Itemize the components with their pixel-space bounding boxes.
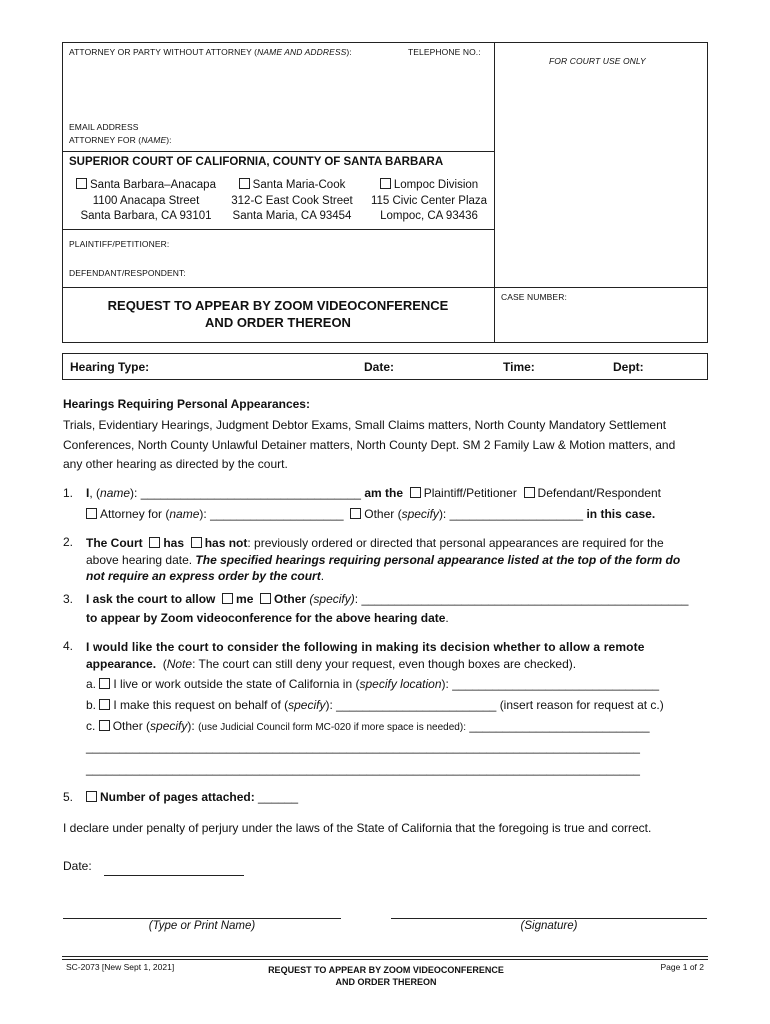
- court-has-checkbox[interactable]: [149, 537, 160, 548]
- item-1-number: 1.: [63, 486, 74, 500]
- header-top-rule: [62, 42, 708, 43]
- telephone-label: TELEPHONE NO.:: [408, 47, 481, 57]
- location-street: 1100 Anacapa Street: [92, 194, 200, 207]
- defendant-checkbox[interactable]: [524, 487, 535, 498]
- form-id: SC-2073 [New Sept 1, 2021]: [66, 962, 175, 972]
- item-4-intro: I would like the court to consider the following in making its decision whether to allow a remote appearance. (Note: The court can still deny your request, even though boxes are checked).: [86, 640, 645, 671]
- item-1-line1: I, (name): _________________________________ am the Plaintiff/Petitioner Defendant/Respondent: [86, 486, 661, 500]
- plaintiff-label: PLAINTIFF/PETITIONER:: [69, 239, 170, 249]
- footer-title: REQUEST TO APPEAR BY ZOOM VIDEOCONFERENCE AND ORDER THEREON: [268, 965, 504, 987]
- item-3-line2: to appear by Zoom videoconference for the above hearing date.: [86, 611, 449, 625]
- on-behalf-blank[interactable]: ________________________: [336, 698, 497, 712]
- other-reason-checkbox[interactable]: [99, 720, 110, 731]
- print-name-label: (Type or Print Name): [148, 920, 256, 932]
- declaration-text: I declare under penalty of perjury under the laws of the State of California that the foregoing is true and correct.: [63, 821, 652, 835]
- other-party-blank[interactable]: ____________________: [449, 507, 584, 521]
- case-number-label: CASE NUMBER:: [501, 292, 567, 302]
- footer-rule-1: [62, 956, 708, 957]
- court-title: SUPERIOR COURT OF CALIFORNIA, COUNTY OF SANTA BARBARA: [69, 156, 444, 168]
- attorney-for-label: ATTORNEY FOR (NAME):: [69, 135, 172, 145]
- date-line[interactable]: [104, 875, 244, 876]
- defendant-label: DEFENDANT/RESPONDENT:: [69, 268, 186, 278]
- header-bottom-rule: [62, 342, 708, 343]
- allow-other-blank[interactable]: _________________________________________________: [361, 592, 689, 606]
- item-4a: a. I live or work outside the state of California in (specify location): _______________________________: [86, 677, 660, 691]
- item-3-line1: I ask the court to allow me Other (specify): _________________________________________________: [86, 592, 689, 606]
- lompoc-checkbox[interactable]: [380, 178, 391, 189]
- rule-parties: [62, 229, 494, 230]
- other-reason-blank[interactable]: ___________________________: [469, 719, 650, 733]
- signature-label: (Signature): [520, 920, 578, 932]
- header-right-rule: [707, 42, 708, 343]
- item-2-text: The Court has has not: previously ordered or directed that personal appearances are required for the above hearing date. The specified hearings requiring personal appearance listed at the top of the form do not require an express order by the court.: [86, 536, 681, 583]
- other-party-checkbox[interactable]: [350, 508, 361, 519]
- location-name: Santa Maria-Cook: [252, 179, 346, 191]
- allow-other-checkbox[interactable]: [260, 593, 271, 604]
- outside-california-checkbox[interactable]: [99, 678, 110, 689]
- santa-maria-checkbox[interactable]: [239, 178, 250, 189]
- item-1-line2: Attorney for (name): ____________________ Other (specify): ____________________ in this case.: [86, 507, 655, 521]
- item-4-number: 4.: [63, 639, 74, 653]
- email-label: EMAIL ADDRESS: [69, 122, 139, 132]
- attorney-for-checkbox[interactable]: [86, 508, 97, 519]
- pages-attached-blank[interactable]: ______: [258, 790, 299, 804]
- location-name: Santa Barbara–Anacapa: [90, 179, 216, 191]
- location-street: 115 Civic Center Plaza: [370, 194, 488, 207]
- item-4c: c. Other (specify): (use Judicial Council form MC-020 if more space is needed): ___________________________: [86, 719, 650, 733]
- on-behalf-checkbox[interactable]: [99, 699, 110, 710]
- name-blank[interactable]: _________________________________: [140, 486, 361, 500]
- plaintiff-checkbox[interactable]: [410, 487, 421, 498]
- pages-attached-checkbox[interactable]: [86, 791, 97, 802]
- attorney-label: ATTORNEY OR PARTY WITHOUT ATTORNEY (NAME AND ADDRESS):: [69, 47, 352, 57]
- hearing-time-label: Time:: [503, 360, 535, 374]
- print-name-line[interactable]: [63, 918, 341, 919]
- court-has-not-checkbox[interactable]: [191, 537, 202, 548]
- rule-court: [62, 151, 494, 152]
- reason-line-2[interactable]: ___________________________________________________________________________________: [86, 762, 640, 776]
- court-location-lompoc: [362, 178, 496, 225]
- hearing-type-label: Hearing Type:: [70, 360, 150, 374]
- personal-heading: Hearings Requiring Personal Appearances:: [63, 397, 310, 411]
- court-use-label: FOR COURT USE ONLY: [549, 56, 646, 66]
- reason-line-1[interactable]: ___________________________________________________________________________________: [86, 740, 640, 754]
- court-location-santa-barbara: [66, 178, 226, 225]
- item-4b: b. I make this request on behalf of (specify): ________________________ (insert reason for request at c.): [86, 698, 664, 712]
- location-city: Santa Maria, CA 93454: [232, 210, 352, 222]
- page-number: Page 1 of 2: [660, 962, 704, 972]
- signature-line[interactable]: [391, 918, 707, 919]
- allow-me-checkbox[interactable]: [222, 593, 233, 604]
- location-city: Santa Barbara, CA 93101: [80, 210, 212, 222]
- location-name: Lompoc Division: [393, 179, 479, 191]
- item-5-text: Number of pages attached: ______: [86, 790, 298, 804]
- personal-text: Trials, Evidentiary Hearings, Judgment Debtor Exams, Small Claims matters, North County Mandatory Settlement Conferences, North County Unlawful Detainer matters, North County Dept. SM 2 Family Law & Motion matters, and any other hearing as directed by the court.: [63, 418, 676, 471]
- item-5-number: 5.: [63, 790, 74, 804]
- form-title: REQUEST TO APPEAR BY ZOOM VIDEOCONFERENCE AND ORDER THEREON: [107, 298, 449, 330]
- attorney-name-blank[interactable]: ____________________: [210, 507, 344, 521]
- hearing-dept-label: Dept:: [613, 360, 644, 374]
- court-location-santa-maria: [224, 178, 360, 225]
- item-2-number: 2.: [63, 535, 74, 549]
- hearing-date-label: Date:: [364, 360, 395, 374]
- footer-rule-2: [62, 959, 708, 960]
- rule-title: [62, 287, 708, 288]
- location-blank[interactable]: _______________________________: [452, 677, 660, 691]
- location-street: 312-C East Cook Street: [231, 194, 353, 207]
- santa-barbara-checkbox[interactable]: [76, 178, 87, 189]
- date-label: Date:: [63, 859, 92, 873]
- item-3-number: 3.: [63, 592, 74, 606]
- location-city: Lompoc, CA 93436: [380, 210, 478, 222]
